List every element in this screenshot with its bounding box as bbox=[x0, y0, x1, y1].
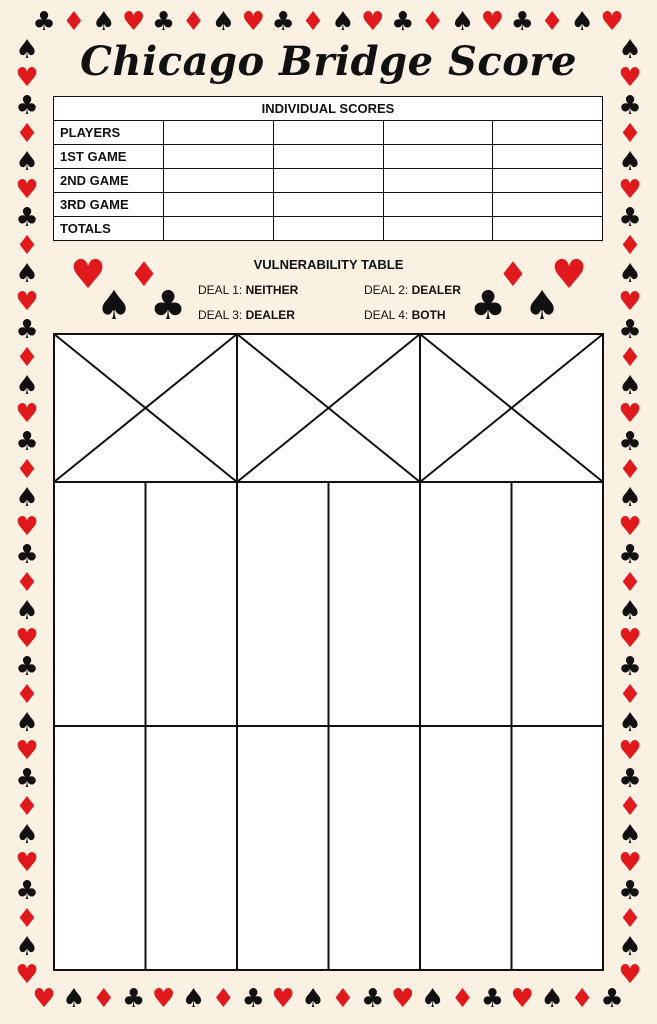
vulnerability-table-title: VULNERABILITY TABLE bbox=[253, 257, 404, 272]
spade-icon: ♠ bbox=[15, 483, 39, 514]
club-icon: ♣ bbox=[15, 763, 39, 794]
diamond-icon: ♦ bbox=[618, 567, 642, 598]
heart-icon: ♥ bbox=[480, 7, 505, 37]
spade-icon: ♠ bbox=[618, 35, 642, 65]
club-icon: ♣ bbox=[151, 7, 176, 37]
spade-icon: ♠ bbox=[450, 7, 475, 37]
heart-icon: ♥ bbox=[618, 735, 642, 766]
heart-icon: ♥ bbox=[618, 399, 642, 430]
club-icon: ♣ bbox=[150, 283, 186, 329]
club-icon: ♣ bbox=[361, 984, 385, 1014]
heart-icon: ♥ bbox=[618, 847, 642, 878]
heart-icon: ♥ bbox=[15, 960, 39, 990]
deal-value: BOTH bbox=[411, 308, 446, 322]
club-icon: ♣ bbox=[15, 91, 39, 122]
spade-icon: ♠ bbox=[540, 984, 564, 1014]
diamond-icon: ♦ bbox=[301, 7, 325, 37]
spade-icon: ♠ bbox=[15, 259, 39, 290]
diamond-icon: ♦ bbox=[15, 679, 39, 710]
deal-value: NEITHER bbox=[245, 283, 299, 297]
spade-icon: ♠ bbox=[618, 931, 642, 962]
heart-icon: ♥ bbox=[510, 984, 534, 1014]
spade-icon: ♠ bbox=[420, 984, 445, 1014]
diamond-icon: ♦ bbox=[450, 984, 475, 1014]
heart-icon: ♥ bbox=[618, 960, 642, 990]
club-icon: ♣ bbox=[618, 763, 642, 794]
diamond-icon: ♦ bbox=[618, 679, 642, 710]
deal-label: DEAL 1: bbox=[198, 283, 243, 297]
spade-icon: ♠ bbox=[618, 147, 642, 178]
heart-icon: ♥ bbox=[618, 623, 642, 654]
diamond-icon: ♦ bbox=[15, 567, 39, 598]
deal-label: DEAL 3: bbox=[198, 308, 243, 322]
club-icon: ♣ bbox=[618, 427, 642, 458]
heart-icon: ♥ bbox=[361, 7, 385, 37]
spade-icon: ♠ bbox=[15, 707, 39, 738]
spade-icon: ♠ bbox=[301, 984, 325, 1014]
row-label-totals: TOTALS bbox=[54, 217, 164, 241]
heart-icon: ♥ bbox=[551, 252, 587, 298]
club-icon: ♣ bbox=[15, 203, 39, 234]
club-icon: ♣ bbox=[618, 651, 642, 682]
club-icon: ♣ bbox=[15, 651, 39, 682]
diamond-icon: ♦ bbox=[15, 231, 39, 262]
diamond-icon: ♦ bbox=[618, 455, 642, 486]
deal-label: DEAL 4: bbox=[364, 308, 409, 322]
heart-icon: ♥ bbox=[618, 175, 642, 206]
heart-icon: ♥ bbox=[122, 7, 146, 37]
diamond-icon: ♦ bbox=[618, 343, 642, 374]
row-label-3rd-game: 3RD GAME bbox=[54, 193, 164, 217]
club-icon: ♣ bbox=[510, 7, 534, 37]
heart-icon: ♥ bbox=[618, 287, 642, 318]
spade-icon: ♠ bbox=[92, 7, 116, 37]
diamond-icon: ♦ bbox=[618, 903, 642, 934]
spade-icon: ♠ bbox=[211, 7, 236, 37]
spade-icon: ♠ bbox=[570, 7, 594, 37]
heart-icon: ♥ bbox=[70, 252, 106, 298]
diamond-icon: ♦ bbox=[211, 984, 236, 1014]
spade-icon: ♠ bbox=[15, 371, 39, 402]
heart-icon: ♥ bbox=[32, 984, 56, 1014]
page-title: Chicago Bridge Score bbox=[80, 38, 577, 85]
club-icon: ♣ bbox=[15, 427, 39, 458]
club-icon: ♣ bbox=[15, 539, 39, 570]
club-icon: ♣ bbox=[32, 7, 56, 37]
club-icon: ♣ bbox=[241, 984, 265, 1014]
heart-icon: ♥ bbox=[600, 7, 624, 37]
spade-icon: ♠ bbox=[618, 595, 642, 626]
spade-icon: ♠ bbox=[618, 483, 642, 514]
club-icon: ♣ bbox=[600, 984, 624, 1014]
diamond-icon: ♦ bbox=[420, 7, 445, 37]
heart-icon: ♥ bbox=[15, 287, 39, 318]
club-icon: ♣ bbox=[618, 315, 642, 346]
heart-icon: ♥ bbox=[15, 511, 39, 542]
heart-icon: ♥ bbox=[15, 63, 39, 94]
spade-icon: ♠ bbox=[15, 147, 39, 178]
diamond-icon: ♦ bbox=[15, 455, 39, 486]
club-icon: ♣ bbox=[618, 91, 642, 122]
diamond-icon: ♦ bbox=[181, 7, 206, 37]
spade-icon: ♠ bbox=[15, 35, 39, 65]
heart-icon: ♥ bbox=[391, 984, 415, 1014]
diamond-icon: ♦ bbox=[570, 984, 594, 1014]
club-icon: ♣ bbox=[122, 984, 146, 1014]
spade-icon: ♠ bbox=[62, 984, 86, 1014]
spade-icon: ♠ bbox=[96, 283, 132, 329]
heart-icon: ♥ bbox=[151, 984, 176, 1014]
deal-label: DEAL 2: bbox=[364, 283, 409, 297]
spade-icon: ♠ bbox=[618, 707, 642, 738]
diamond-icon: ♦ bbox=[62, 7, 86, 37]
club-icon: ♣ bbox=[470, 283, 506, 329]
heart-icon: ♥ bbox=[15, 623, 39, 654]
club-icon: ♣ bbox=[15, 315, 39, 346]
club-icon: ♣ bbox=[271, 7, 295, 37]
spade-icon: ♠ bbox=[524, 283, 560, 329]
heart-icon: ♥ bbox=[241, 7, 265, 37]
spade-icon: ♠ bbox=[331, 7, 355, 37]
heart-icon: ♥ bbox=[15, 847, 39, 878]
diamond-icon: ♦ bbox=[15, 119, 39, 150]
club-icon: ♣ bbox=[15, 875, 39, 906]
heart-icon: ♥ bbox=[618, 63, 642, 94]
diamond-icon: ♦ bbox=[15, 791, 39, 822]
diamond-icon: ♦ bbox=[92, 984, 116, 1014]
club-icon: ♣ bbox=[618, 539, 642, 570]
club-icon: ♣ bbox=[618, 875, 642, 906]
heart-icon: ♥ bbox=[15, 399, 39, 430]
diamond-icon: ♦ bbox=[15, 343, 39, 374]
spade-icon: ♠ bbox=[181, 984, 206, 1014]
spade-icon: ♠ bbox=[15, 595, 39, 626]
spade-icon: ♠ bbox=[618, 259, 642, 290]
spade-icon: ♠ bbox=[618, 819, 642, 850]
diamond-icon: ♦ bbox=[497, 255, 529, 295]
row-label-1st-game: 1ST GAME bbox=[54, 145, 164, 169]
spade-icon: ♠ bbox=[618, 371, 642, 402]
heart-icon: ♥ bbox=[15, 175, 39, 206]
deal-value: DEALER bbox=[411, 283, 461, 297]
deal-value: DEALER bbox=[245, 308, 295, 322]
diamond-icon: ♦ bbox=[618, 791, 642, 822]
club-icon: ♣ bbox=[618, 203, 642, 234]
diamond-icon: ♦ bbox=[128, 255, 160, 295]
diamond-icon: ♦ bbox=[618, 231, 642, 262]
heart-icon: ♥ bbox=[15, 735, 39, 766]
spade-icon: ♠ bbox=[15, 931, 39, 962]
club-icon: ♣ bbox=[391, 7, 415, 37]
diamond-icon: ♦ bbox=[15, 903, 39, 934]
diamond-icon: ♦ bbox=[618, 119, 642, 150]
diamond-icon: ♦ bbox=[331, 984, 355, 1014]
heart-icon: ♥ bbox=[618, 511, 642, 542]
spade-icon: ♠ bbox=[15, 819, 39, 850]
club-icon: ♣ bbox=[480, 984, 505, 1014]
individual-scores-header: INDIVIDUAL SCORES bbox=[54, 97, 603, 121]
heart-icon: ♥ bbox=[271, 984, 295, 1014]
diamond-icon: ♦ bbox=[540, 7, 564, 37]
row-label-2nd-game: 2ND GAME bbox=[54, 169, 164, 193]
row-label-players: PLAYERS bbox=[54, 121, 164, 145]
